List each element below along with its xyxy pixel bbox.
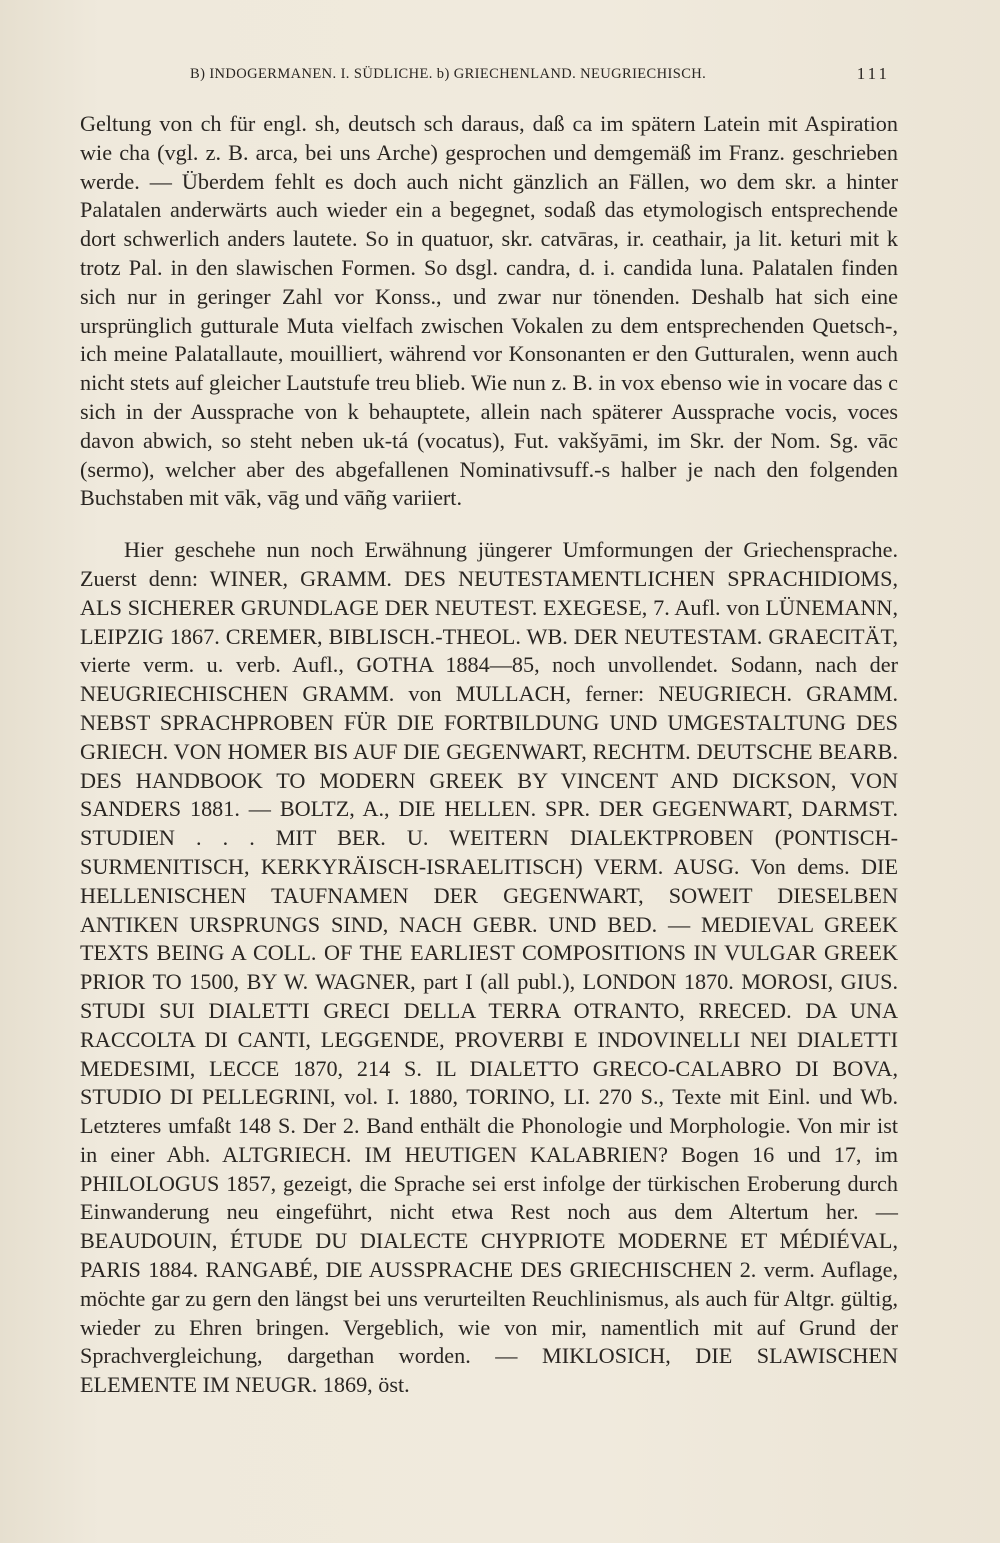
paragraph-1: Geltung von ch für engl. sh, deutsch sch daraus, daß ca im spätern Latein mit Aspiration wie cha (vgl. z. B. arca, bei uns Arche) gesprochen und demgemäß im Franz. geschrieben werde. — Überdem fehlt es doch auch nicht gänzlich an Fällen, wo dem skr. a hinter Palatalen anderwärts auch wieder ein a begegnet, sodaß das etymologisch entsprechende dort schwerlich anders lautete. So in quatuor, skr. catvāras, ir. ceathair, ja lit. keturi mit k trotz Pal. in den slawischen Formen. So dsgl. candra, d. i. candida luna. Palatalen finden sich nur in geringer Zahl vor Konss., und zwar nur tönenden. Deshalb hat sich eine ursprünglich gutturale Muta vielfach zwischen Vokalen zu dem entsprechenden Quetsch-, ich meine Palatallaute, mouilliert, während vor Konsonanten er den Gutturalen, wenn auch nicht stets auf gleicher Lautstufe treu blieb. Wie nun z. B. in vox ebenso wie in vocare das c sich in der Aussprache von k behauptete, allein nach späterer Aussprache vocis, voces davon abwich, so steht neben uk-tá (vocatus), Fut. vakšyāmi, im Skr. der Nom. Sg. vāc (sermo), welcher aber des abgefallenen Nominativsuff.-s halber je nach den folgenden Buchstaben mit vāk, vāg und vāñg variiert. xyxy=(80,111,898,511)
page-number: 111 xyxy=(856,64,890,83)
paragraph-2: Hier geschehe nun noch Erwähnung jüngerer Umformungen der Griechensprache. Zuerst denn: WINER, GRAMM. DES NEUTESTAMENTLICHEN SPRACHIDIOMS, ALS SICHERER GRUNDLAGE DER NEUTEST. EXEGESE, 7. Aufl. von LÜNEMANN, LEIPZIG 1867. CREMER, BIBLISCH.-THEOL. WB. DER NEUTESTAM. GRAECITÄT, vierte verm. u. verb. Aufl., GOTHA 1884—85, noch unvollendet. Sodann, nach der NEUGRIECHISCHEN GRAMM. von MULLACH, ferner: NEUGRIECH. GRAMM. NEBST SPRACHPROBEN FÜR DIE FORTBILDUNG UND UMGESTALTUNG DES GRIECH. VON HOMER BIS AUF DIE GEGENWART, RECHTM. DEUTSCHE BEARB. DES HANDBOOK TO MODERN GREEK BY VINCENT AND DICKSON, VON SANDERS 1881. — BOLTZ, A., DIE HELLEN. SPR. DER GEGENWART, DARMST. STUDIEN . . . MIT BER. U. WEITERN DIALEKTPROBEN (PONTISCH-SURMENITISCH, KERKYRÄISCH-ISRAELITISCH) VERM. AUSG. Von dems. DIE HELLENISCHEN TAUFNAMEN DER GEGENWART, SOWEIT DIESELBEN ANTIKEN URSPRUNGS SIND, NACH GEBR. UND BED. — MEDIEVAL GREEK TEXTS BEING A COLL. OF THE EARLIEST COMPOSITIONS IN VULGAR GREEK PRIOR TO 1500, BY W. WAGNER, part I (all publ.), LONDON 1870. MOROSI, GIUS. STUDI SUI DIALETTI GRECI DELLA TERRA OTRANTO, RRECED. DA UNA RACCOLTA DI CANTI, LEGGENDE, PROVERBI E INDOVINELLI NEI DIALETTI MEDESIMI, LECCE 1870, 214 S. IL DIALETTO GRECO-CALABRO DI BOVA, STUDIO DI PELLEGRINI, vol. I. 1880, TORINO, LI. 270 S., Texte mit Einl. und Wb. Letzteres umfaßt 148 S. Der 2. Band enthält die Phonologie und Morphologie. Von mir ist in einer Abh. ALTGRIECH. IM HEUTIGEN KALABRIEN? Bogen 16 und 17, im PHILOLOGUS 1857, gezeigt, die Sprache sei erst infolge der türkischen Eroberung durch Einwanderung neu eingeführt, nicht etwa Rest noch aus dem Altertum her. — BEAUDOUIN, ÉTUDE DU DIALECTE CHYPRIOTE MODERNE ET MÉDIÉVAL, PARIS 1884. RANGABÉ, DIE AUSSPRACHE DES GRIECHISCHEN 2. verm. Auflage, möchte gar zu gern den längst bei uns verurteilten Reuchlinismus, als auch für Altgr. gültig, wieder zu Ehren bringen. Vergeblich, wie von mir, namentlich mit auf Grund der Sprachvergleichung, dargethan worden. — MIKLOSICH, DIE SLAWISCHEN ELEMENTE IM NEUGR. 1869, öst. xyxy=(80,537,898,1398)
main-text xyxy=(80,110,898,1400)
running-title: B) INDOGERMANEN. I. SÜDLICHE. b) GRIECHENLAND. NEUGRIECHISCH. xyxy=(190,66,707,82)
running-header xyxy=(190,66,890,83)
